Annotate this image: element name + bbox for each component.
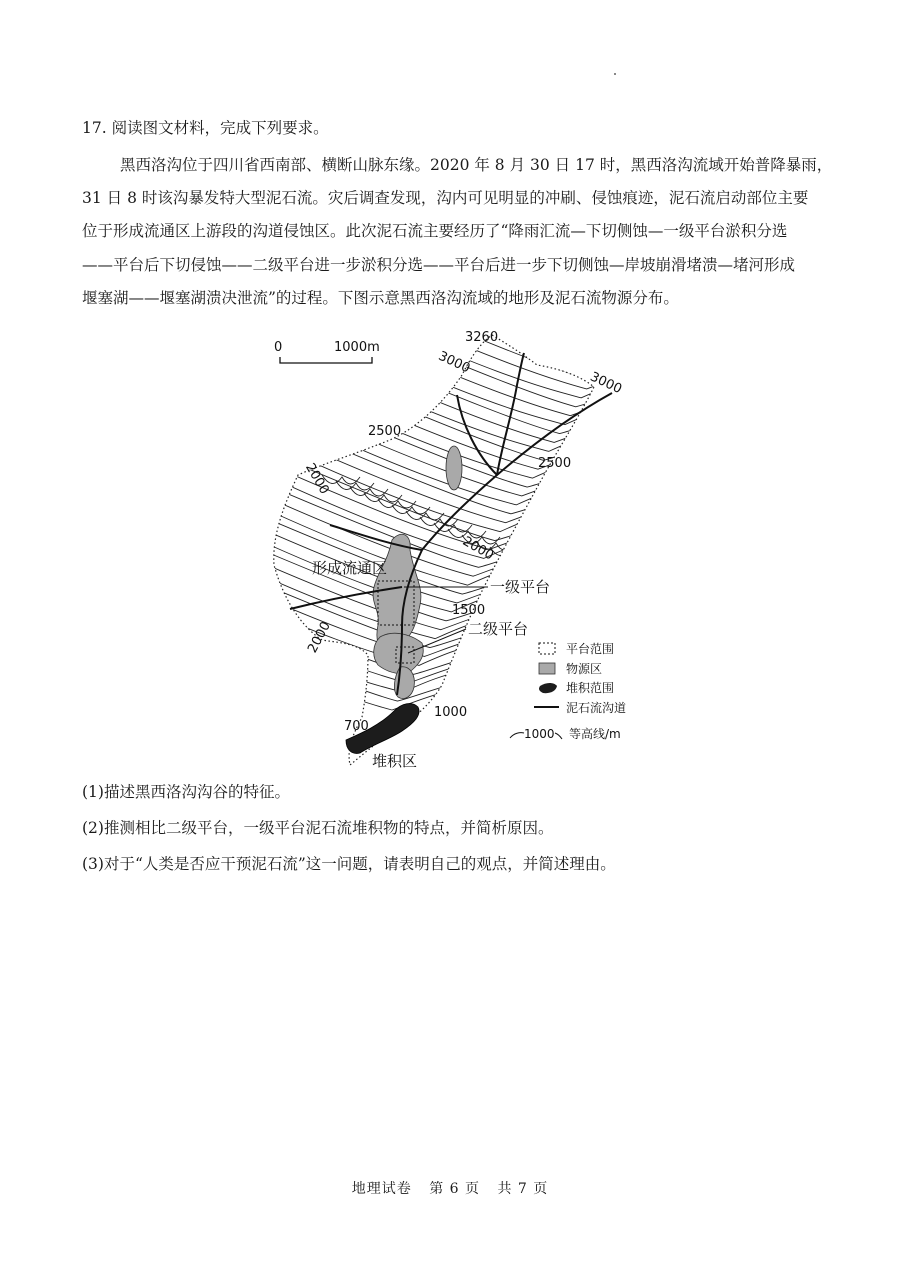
contour-line: [262, 500, 639, 603]
footer-page: 第 6 页: [429, 1181, 480, 1197]
contour-label-1500: 1500: [452, 603, 486, 618]
contour-line: [504, 553, 542, 562]
contour-label-1000: 1000: [434, 705, 468, 720]
platform-1-label: 一级平台: [490, 578, 551, 596]
legend-deposit-swatch: [539, 683, 557, 693]
source-area-lower: [374, 633, 424, 673]
contour-label-3000-west: 3000: [435, 348, 473, 377]
question-title: 17. 阅读图文材料，完成下列要求。: [82, 119, 329, 137]
material-line-4: ——平台后下切侵蚀——二级平台进一步淤积分选——平台后进一步下切侧蚀—岸坡崩滑堵溃—堵河形成: [82, 256, 796, 274]
scale-bar: [274, 340, 380, 363]
legend-contour-swatch: [510, 733, 524, 738]
footer-total: 共 7 页: [497, 1181, 549, 1197]
deposit-zone-label: 堆积区: [372, 752, 418, 770]
watershed-map: [262, 325, 662, 775]
legend-platform-swatch: [539, 643, 555, 654]
formation-zone-label: 形成流通区: [312, 559, 388, 577]
footer-subject: 地理试卷: [351, 1181, 412, 1197]
material-line-5: 堰塞湖——堰塞湖溃决泄流”的过程。下图示意黑西洛沟流域的地形及泥石流物源分布。: [82, 289, 679, 307]
contour-label-700: 700: [344, 719, 369, 734]
contour-label-3000-east: 3000: [587, 369, 625, 398]
material-line-3: 位于形成流通区上游段的沟道侵蚀区。此次泥石流主要经历了“降雨汇流—下切侧蚀—一级平台淤积分选: [82, 222, 788, 240]
legend-deposit-label: 堆积范围: [566, 681, 615, 695]
legend-source-label: 物源区: [566, 662, 603, 676]
source-area-upper: [446, 446, 462, 490]
legend-channel-label: 泥石流沟道: [566, 701, 627, 715]
scale-zero-label: 0: [274, 340, 283, 355]
contour-label-2500-west: 2500: [368, 424, 402, 439]
legend-contour-label: 等高线/m: [569, 727, 621, 741]
contour-line: [289, 348, 662, 451]
contour-label-2500-east: 2500: [538, 456, 572, 471]
contour-line: [490, 547, 528, 556]
contour-label-2000-south: 2000: [305, 619, 334, 656]
platform-2-label: 二级平台: [468, 620, 529, 638]
legend-platform-label: 平台范围: [566, 642, 615, 656]
contour-label-3260: 3260: [465, 330, 499, 345]
contour-line: [518, 559, 556, 568]
scan-speck: [614, 73, 616, 75]
contour-label-2000-east: 2000: [459, 533, 497, 564]
contour-line: [532, 565, 570, 574]
contour-label-2000-west: 2000: [302, 460, 332, 497]
northwest-branch: [457, 395, 497, 475]
legend-source-swatch: [539, 663, 555, 674]
map-legend: [510, 642, 626, 741]
sub-question-1: (1)描述黑西洛沟沟谷的特征。: [82, 783, 290, 801]
page-footer: [0, 1178, 900, 1198]
legend-contour-sample: 1000: [524, 727, 555, 741]
contour-line: [283, 357, 662, 460]
material-line-1: 黑西洛沟位于四川省西南部、横断山脉东缘。2020 年 8 月 30 日 17 时，黑西洛沟流域开始普降暴雨，: [120, 156, 833, 174]
scale-end-label: 1000m: [334, 340, 380, 355]
sub-question-3: (3)对于“人类是否应干预泥石流”这一问题，请表明自己的观点，并简述理由。: [82, 855, 616, 873]
sub-question-2: (2)推测相比二级平台，一级平台泥石流堆积物的特点，并简析原因。: [82, 819, 554, 837]
zone-labels: [312, 559, 550, 770]
debris-flow-channels: [290, 353, 615, 695]
material-line-2: 31 日 8 时该沟暴发特大型泥石流。灾后调查发现，沟内可见明显的冲刷、侵蚀痕迹，泥石流启动部位主要: [82, 189, 809, 207]
basin-boundary: [274, 335, 594, 765]
